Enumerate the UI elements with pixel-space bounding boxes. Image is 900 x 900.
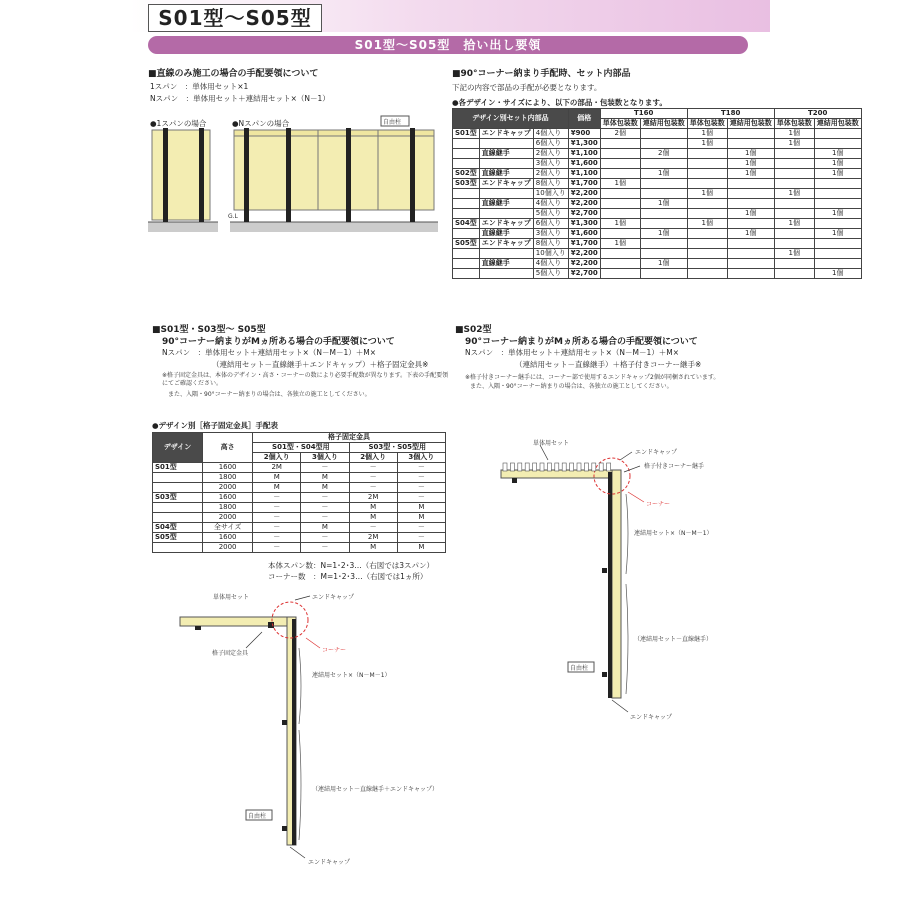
fix-h-g1: S01型・S04型用 bbox=[253, 443, 349, 453]
ml-h1: ■S01型・S03型～ S05型 bbox=[152, 325, 266, 335]
parts-cell-value: 1個 bbox=[687, 129, 727, 139]
parts-h-design: デザイン別セット内部品 bbox=[453, 109, 569, 129]
parts-cell-qty: 2個入り bbox=[533, 169, 568, 179]
parts-cell-value: 2個 bbox=[640, 149, 687, 159]
fix-note2: コーナー数 ：M=1･2･3…（右図では1ヵ所） bbox=[268, 572, 428, 581]
fix-cell-height: 2000 bbox=[203, 483, 253, 493]
parts-cell-value: 1個 bbox=[774, 219, 814, 229]
fix-h-g2: S03型・S05型用 bbox=[349, 443, 445, 453]
lattice-tooth bbox=[599, 463, 603, 471]
parts-cell-value: 1個 bbox=[600, 219, 640, 229]
lattice-tooth bbox=[562, 463, 566, 471]
corner-parts-sub2: ●各デザイン・サイズにより、以下の部品・包装数となります。 bbox=[452, 98, 667, 107]
lattice-tooth bbox=[577, 463, 581, 471]
rd-corner-joint: 格子付きコーナー継手 bbox=[644, 463, 705, 470]
lattice-tooth bbox=[607, 463, 611, 471]
ld-fix: 格子固定金具 bbox=[212, 650, 249, 657]
parts-cell-qty: 10個入り bbox=[533, 189, 568, 199]
fix-cell-value: － bbox=[397, 523, 445, 533]
parts-cell-part: エンドキャップ bbox=[479, 179, 533, 189]
parts-cell-value: 1個 bbox=[687, 189, 727, 199]
parts-cell-price: ¥2,200 bbox=[568, 199, 600, 209]
parts-cell-type: S01型 bbox=[453, 129, 480, 139]
fix-cell-value: M bbox=[301, 483, 349, 493]
parts-h-col: 連結用包装数 bbox=[814, 119, 861, 129]
mr-h2: 90°コーナー納まりがMヵ所ある場合の手配要領について bbox=[465, 337, 698, 347]
parts-cell-price: ¥2,200 bbox=[568, 189, 600, 199]
fix-cell-value: － bbox=[397, 483, 445, 493]
rd-link: 連結用セット×（N－M－1） bbox=[634, 530, 713, 537]
parts-cell-value: 1個 bbox=[814, 269, 861, 279]
free-post-label: 自由柱 bbox=[383, 119, 402, 126]
fix-heading: ●デザイン別［格子固定金具］手配表 bbox=[152, 421, 279, 430]
fix-note1: 本体スパン数：N=1･2･3…（右図では3スパン） bbox=[268, 561, 434, 570]
parts-cell-qty: 4個入り bbox=[533, 199, 568, 209]
fix-cell-value: M bbox=[253, 473, 301, 483]
ld-free: 自由柱 bbox=[248, 813, 267, 820]
parts-cell-value: 1個 bbox=[640, 169, 687, 179]
parts-cell-qty: 4個入り bbox=[533, 259, 568, 269]
fix-cell-height: 全サイズ bbox=[203, 523, 253, 533]
parts-cell-price: ¥1,300 bbox=[568, 139, 600, 149]
parts-cell-part: 直線継手 bbox=[479, 259, 533, 269]
parts-cell-qty: 5個入り bbox=[533, 209, 568, 219]
lattice-tooth bbox=[547, 463, 551, 471]
parts-cell-value: 1個 bbox=[774, 129, 814, 139]
rd-endcap2: エンドキャップ bbox=[630, 714, 673, 721]
lattice-tooth bbox=[518, 463, 522, 471]
parts-h-col: 連結用包装数 bbox=[640, 119, 687, 129]
fix-cell-value: － bbox=[301, 543, 349, 553]
parts-cell-price: ¥2,700 bbox=[568, 269, 600, 279]
parts-cell-value: 1個 bbox=[600, 179, 640, 189]
fix-cell-value: － bbox=[253, 503, 301, 513]
parts-cell-value: 1個 bbox=[640, 199, 687, 209]
parts-h-size: T160 bbox=[600, 109, 687, 119]
fix-cell-type: S03型 bbox=[153, 493, 203, 503]
fix-cell-value: － bbox=[349, 473, 397, 483]
parts-cell-qty: 3個入り bbox=[533, 159, 568, 169]
parts-cell-price: ¥2,700 bbox=[568, 209, 600, 219]
fix-cell-height: 1800 bbox=[203, 473, 253, 483]
fix-cell-value: M bbox=[349, 503, 397, 513]
fix-cell-value: － bbox=[253, 513, 301, 523]
parts-cell-price: ¥2,200 bbox=[568, 249, 600, 259]
parts-cell-type: S04型 bbox=[453, 219, 480, 229]
straight-line-2: Nスパン ：単体用セット＋連結用セット×（N－1） bbox=[150, 94, 330, 103]
ml-l2: （連結用セット－直線継手＋エンドキャップ）＋格子固定金具※ bbox=[212, 360, 429, 369]
parts-cell-price: ¥1,600 bbox=[568, 229, 600, 239]
label-1span: ●1スパンの場合 bbox=[150, 119, 207, 128]
lattice-tooth bbox=[555, 463, 559, 471]
parts-cell-price: ¥1,600 bbox=[568, 159, 600, 169]
lattice-tooth bbox=[584, 463, 588, 471]
corner-parts-sub1: 下記の内容で部品の手配が必要となります。 bbox=[452, 83, 602, 92]
lattice-tooth bbox=[510, 463, 514, 471]
parts-cell-value: 1個 bbox=[727, 209, 774, 219]
label-nspan: ●Nスパンの場合 bbox=[232, 119, 290, 128]
parts-cell-qty: 8個入り bbox=[533, 239, 568, 249]
fix-cell-value: － bbox=[301, 513, 349, 523]
lattice-tooth bbox=[570, 463, 574, 471]
fix-cell-value: － bbox=[301, 503, 349, 513]
parts-cell-value: 1個 bbox=[814, 209, 861, 219]
parts-cell-qty: 3個入り bbox=[533, 229, 568, 239]
corner-parts-heading: ■90°コーナー納まり手配時、セット内部品 bbox=[452, 69, 631, 79]
fix-cell-value: － bbox=[397, 533, 445, 543]
parts-cell-value: 1個 bbox=[600, 239, 640, 249]
parts-cell-value: 1個 bbox=[727, 149, 774, 159]
fix-h-pk: 2個入り bbox=[253, 453, 301, 463]
parts-cell-price: ¥1,300 bbox=[568, 219, 600, 229]
parts-cell-value: 1個 bbox=[774, 139, 814, 149]
fix-h-height: 高さ bbox=[203, 433, 253, 463]
parts-cell-value: 1個 bbox=[814, 159, 861, 169]
parts-cell-part: エンドキャップ bbox=[479, 219, 533, 229]
parts-cell-value: 1個 bbox=[774, 189, 814, 199]
parts-h-col: 単体包装数 bbox=[774, 119, 814, 129]
parts-cell-price: ¥2,200 bbox=[568, 259, 600, 269]
gl-label: G.L bbox=[228, 213, 238, 220]
parts-cell-value: 1個 bbox=[814, 169, 861, 179]
fix-cell-height: 2000 bbox=[203, 513, 253, 523]
rd-link-minus: （連結用セット－直線継手） bbox=[634, 636, 713, 643]
parts-cell-value: 1個 bbox=[687, 139, 727, 149]
parts-cell-value: 1個 bbox=[727, 169, 774, 179]
rd-free: 自由柱 bbox=[570, 665, 589, 672]
fix-cell-value: － bbox=[301, 533, 349, 543]
fix-cell-value: － bbox=[301, 493, 349, 503]
mr-l2: （連結用セット－直線継手）＋格子付きコーナー継手※ bbox=[515, 360, 702, 369]
parts-cell-part: 直線継手 bbox=[479, 199, 533, 209]
parts-cell-part: 直線継手 bbox=[479, 229, 533, 239]
parts-h-size: T200 bbox=[774, 109, 861, 119]
ld-link: 連結用セット×（N－M－1） bbox=[312, 672, 391, 679]
fix-cell-value: － bbox=[349, 523, 397, 533]
fix-h-group: 格子固定金具 bbox=[253, 433, 446, 443]
parts-cell-price: ¥1,700 bbox=[568, 179, 600, 189]
fix-cell-type: S05型 bbox=[153, 533, 203, 543]
ld-endcap: エンドキャップ bbox=[312, 594, 355, 601]
parts-cell-value: 1個 bbox=[687, 219, 727, 229]
parts-cell-qty: 10個入り bbox=[533, 249, 568, 259]
parts-cell-value: 2個 bbox=[600, 129, 640, 139]
fix-cell-value: － bbox=[253, 523, 301, 533]
fix-cell-value: M bbox=[349, 543, 397, 553]
parts-cell-qty: 4個入り bbox=[533, 129, 568, 139]
fix-cell-height: 1800 bbox=[203, 503, 253, 513]
parts-cell-price: ¥1,700 bbox=[568, 239, 600, 249]
ml-l1: Nスパン ：単体用セット＋連結用セット×（N－M－1）＋M× bbox=[162, 348, 377, 357]
parts-cell-qty: 5個入り bbox=[533, 269, 568, 279]
rd-corner: コーナー bbox=[646, 501, 671, 508]
fix-cell-value: 2M bbox=[349, 493, 397, 503]
fix-h-pk: 3個入り bbox=[397, 453, 445, 463]
fix-h-design: デザイン bbox=[153, 433, 203, 463]
fix-cell-height: 1600 bbox=[203, 533, 253, 543]
fix-cell-value: M bbox=[253, 483, 301, 493]
ml-n2: また、入隅・90°コーナー納まりの場合は、各独立の施工としてください。 bbox=[168, 391, 371, 398]
fix-cell-value: M bbox=[301, 473, 349, 483]
fix-cell-value: － bbox=[301, 463, 349, 473]
fix-cell-value: － bbox=[253, 533, 301, 543]
fix-cell-type: S04型 bbox=[153, 523, 203, 533]
fix-cell-value: M bbox=[397, 543, 445, 553]
fix-cell-value: M bbox=[301, 523, 349, 533]
mr-n1: ※格子付きコーナー継手には、コーナー部で使用するエンドキャップ2個が同梱されています。 bbox=[465, 374, 720, 381]
parts-h-col: 連結用包装数 bbox=[727, 119, 774, 129]
ml-h2: 90°コーナー納まりがMヵ所ある場合の手配要領について bbox=[162, 337, 395, 347]
parts-cell-type: S03型 bbox=[453, 179, 480, 189]
parts-cell-price: ¥1,100 bbox=[568, 169, 600, 179]
ld-link-minus: （連結用セット－直線継手＋エンドキャップ） bbox=[312, 786, 439, 793]
section-banner: S01型～S05型 拾い出し要領 bbox=[148, 36, 748, 54]
fix-h-pk: 2個入り bbox=[349, 453, 397, 463]
fix-cell-value: － bbox=[253, 543, 301, 553]
parts-cell-price: ¥1,100 bbox=[568, 149, 600, 159]
fix-cell-value: － bbox=[253, 493, 301, 503]
parts-cell-price: ¥900 bbox=[568, 129, 600, 139]
fix-cell-value: － bbox=[349, 463, 397, 473]
parts-cell-value: 1個 bbox=[814, 149, 861, 159]
page-title: S01型～S05型 bbox=[148, 4, 322, 32]
parts-cell-value: 1個 bbox=[640, 229, 687, 239]
parts-h-price: 価格 bbox=[568, 109, 600, 129]
lattice-tooth bbox=[592, 463, 596, 471]
rd-endcap: エンドキャップ bbox=[635, 449, 678, 456]
rd-single: 単体用セット bbox=[533, 440, 570, 447]
parts-cell-qty: 2個入り bbox=[533, 149, 568, 159]
parts-cell-part: 直線継手 bbox=[479, 149, 533, 159]
straight-heading: ■直線のみ施工の場合の手配要領について bbox=[148, 69, 319, 79]
lattice-tooth bbox=[525, 463, 529, 471]
fix-cell-value: － bbox=[349, 483, 397, 493]
parts-cell-value: 1個 bbox=[640, 259, 687, 269]
mr-n2: また、入隅・90°コーナー納まりの場合は、各独立の施工としてください。 bbox=[470, 383, 673, 390]
mr-h1: ■S02型 bbox=[455, 325, 492, 335]
fix-cell-height: 1600 bbox=[203, 493, 253, 503]
ld-single: 単体用セット bbox=[213, 594, 250, 601]
lattice-tooth bbox=[503, 463, 507, 471]
ld-endcap2: エンドキャップ bbox=[308, 859, 351, 866]
parts-cell-type: S02型 bbox=[453, 169, 480, 179]
fix-cell-height: 2000 bbox=[203, 543, 253, 553]
parts-cell-type: S05型 bbox=[453, 239, 480, 249]
fix-cell-value: M bbox=[397, 513, 445, 523]
parts-h-col: 単体包装数 bbox=[600, 119, 640, 129]
parts-cell-value: 1個 bbox=[727, 229, 774, 239]
parts-cell-value: 1個 bbox=[774, 249, 814, 259]
parts-cell-qty: 6個入り bbox=[533, 219, 568, 229]
parts-cell-part: 直線継手 bbox=[479, 169, 533, 179]
lattice-tooth bbox=[533, 463, 537, 471]
fix-cell-type: S01型 bbox=[153, 463, 203, 473]
ml-n1: ※格子固定金具は、本体のデザイン・高さ・コーナーの数により必要手配数が異なります。下表の手配要領にてご確認ください。 bbox=[162, 372, 449, 387]
parts-h-size: T180 bbox=[687, 109, 774, 119]
fix-cell-value: 2M bbox=[253, 463, 301, 473]
fix-cell-value: － bbox=[397, 463, 445, 473]
fix-h-pk: 3個入り bbox=[301, 453, 349, 463]
straight-line-1: 1スパン ：単体用セット×1 bbox=[150, 82, 249, 91]
parts-h-col: 単体包装数 bbox=[687, 119, 727, 129]
parts-cell-part: エンドキャップ bbox=[479, 239, 533, 249]
parts-cell-value: 1個 bbox=[727, 159, 774, 169]
fix-cell-value: 2M bbox=[349, 533, 397, 543]
parts-cell-qty: 8個入り bbox=[533, 179, 568, 189]
mr-l1: Nスパン ：単体用セット＋連結用セット×（N－M－1）＋M× bbox=[465, 348, 680, 357]
fix-cell-value: M bbox=[397, 503, 445, 513]
parts-cell-qty: 6個入り bbox=[533, 139, 568, 149]
fix-cell-value: M bbox=[349, 513, 397, 523]
parts-cell-part: エンドキャップ bbox=[479, 129, 533, 139]
lattice-tooth bbox=[540, 463, 544, 471]
fix-cell-value: － bbox=[397, 493, 445, 503]
fix-cell-height: 1600 bbox=[203, 463, 253, 473]
fix-cell-value: － bbox=[397, 473, 445, 483]
ld-corner: コーナー bbox=[322, 647, 347, 654]
parts-cell-value: 1個 bbox=[814, 229, 861, 239]
